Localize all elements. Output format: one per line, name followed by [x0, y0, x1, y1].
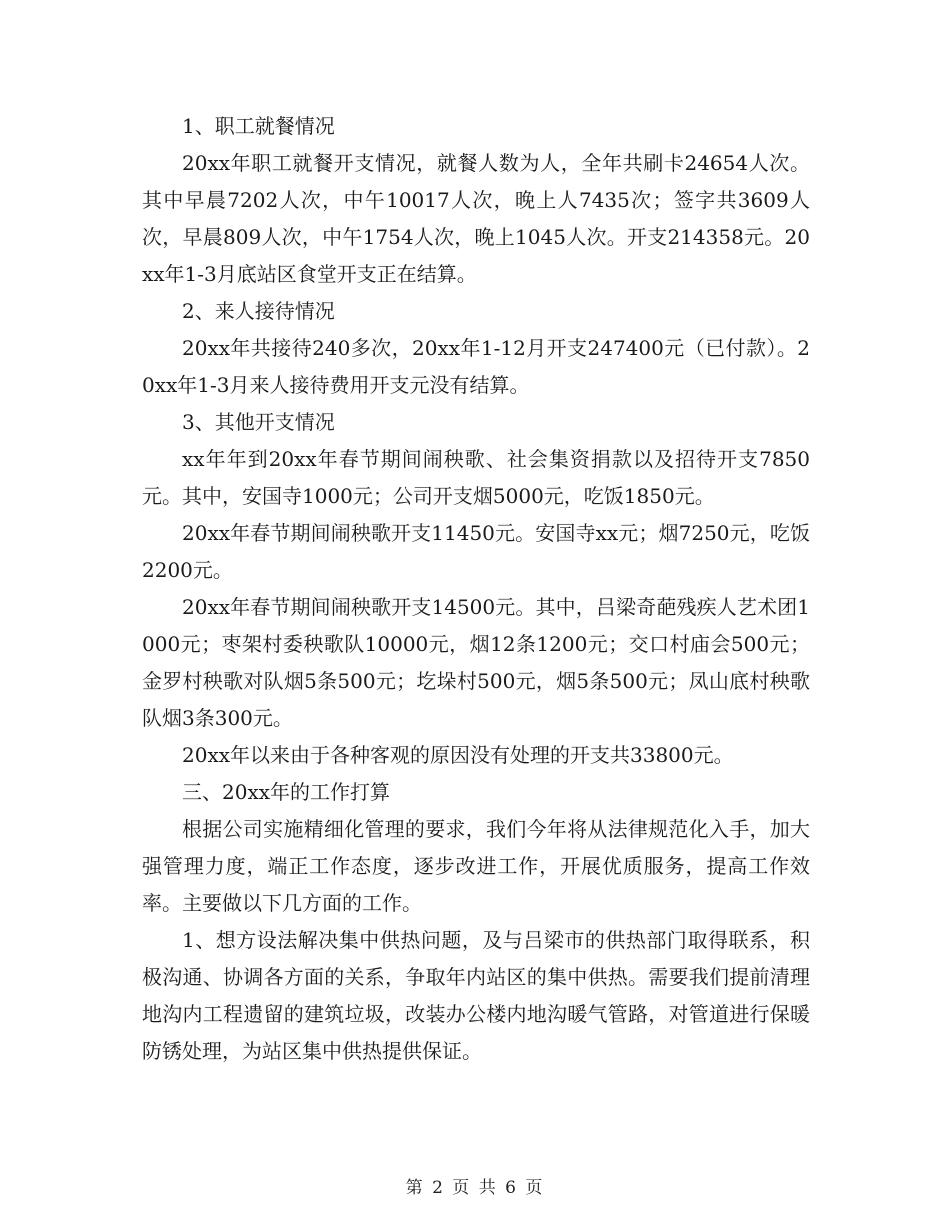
paragraph-other-expenses-2: 20xx年春节期间闹秧歌开支11450元。安国寺xx元；烟7250元，吃饭2200元。 — [142, 521, 810, 582]
heading-other-expenses: 3、其他开支情况 — [182, 410, 335, 434]
paragraph-reception: 20xx年共接待240多次，20xx年1-12月开支247400元（已付款）。20xx年1-3月来人接待费用开支元没有结算。 — [142, 336, 810, 397]
paragraph-other-expenses-3: 20xx年春节期间闹秧歌开支14500元。其中，吕梁奇葩残疾人艺术团1000元；枣架村委秧歌队10000元，烟12条1200元；交口村庙会500元；金罗村秧歌对队烟5条500元；圪垛村500元，烟5条500元；凤山底村秧歌队烟3条300元。 — [142, 595, 810, 730]
paragraph-central-heating: 1、想方设法解决集中供热问题，及与吕梁市的供热部门取得联系，积极沟通、协调各方面的关系，争取年内站区的集中供热。需要我们提前清理地沟内工程遗留的建筑垃圾，改装办公楼内地沟暖气管路，对管道进行保暖防锈处理，为站区集中供热提供保证。 — [142, 928, 810, 1063]
page-number-footer: 第 2 页 共 6 页 — [405, 1178, 545, 1198]
paragraph-other-expenses-1: xx年年到20xx年春节期间闹秧歌、社会集资捐款以及招待开支7850元。其中，安国寺1000元；公司开支烟5000元，吃饭1850元。 — [142, 447, 810, 508]
heading-work-plan: 三、20xx年的工作打算 — [182, 780, 391, 804]
paragraph-staff-dining: 20xx年职工就餐开支情况，就餐人数为人，全年共刷卡24654人次。其中早晨7202人次，中午10017人次，晚上人7435次；签字共3609人次，早晨809人次，中午1754人次，晚上1045人次。开支214358元。20xx年1-3月底站区食堂开支正在结算。 — [142, 151, 810, 286]
heading-reception: 2、来人接待情况 — [182, 299, 335, 323]
document-body — [142, 108, 810, 1070]
paragraph-unprocessed-expenses: 20xx年以来由于各种客观的原因没有处理的开支共33800元。 — [182, 743, 734, 767]
heading-staff-dining: 1、职工就餐情况 — [182, 114, 335, 138]
paragraph-work-plan-intro: 根据公司实施精细化管理的要求，我们今年将从法律规范化入手，加大强管理力度，端正工作态度，逐步改进工作，开展优质服务，提高工作效率。主要做以下几方面的工作。 — [142, 817, 810, 915]
